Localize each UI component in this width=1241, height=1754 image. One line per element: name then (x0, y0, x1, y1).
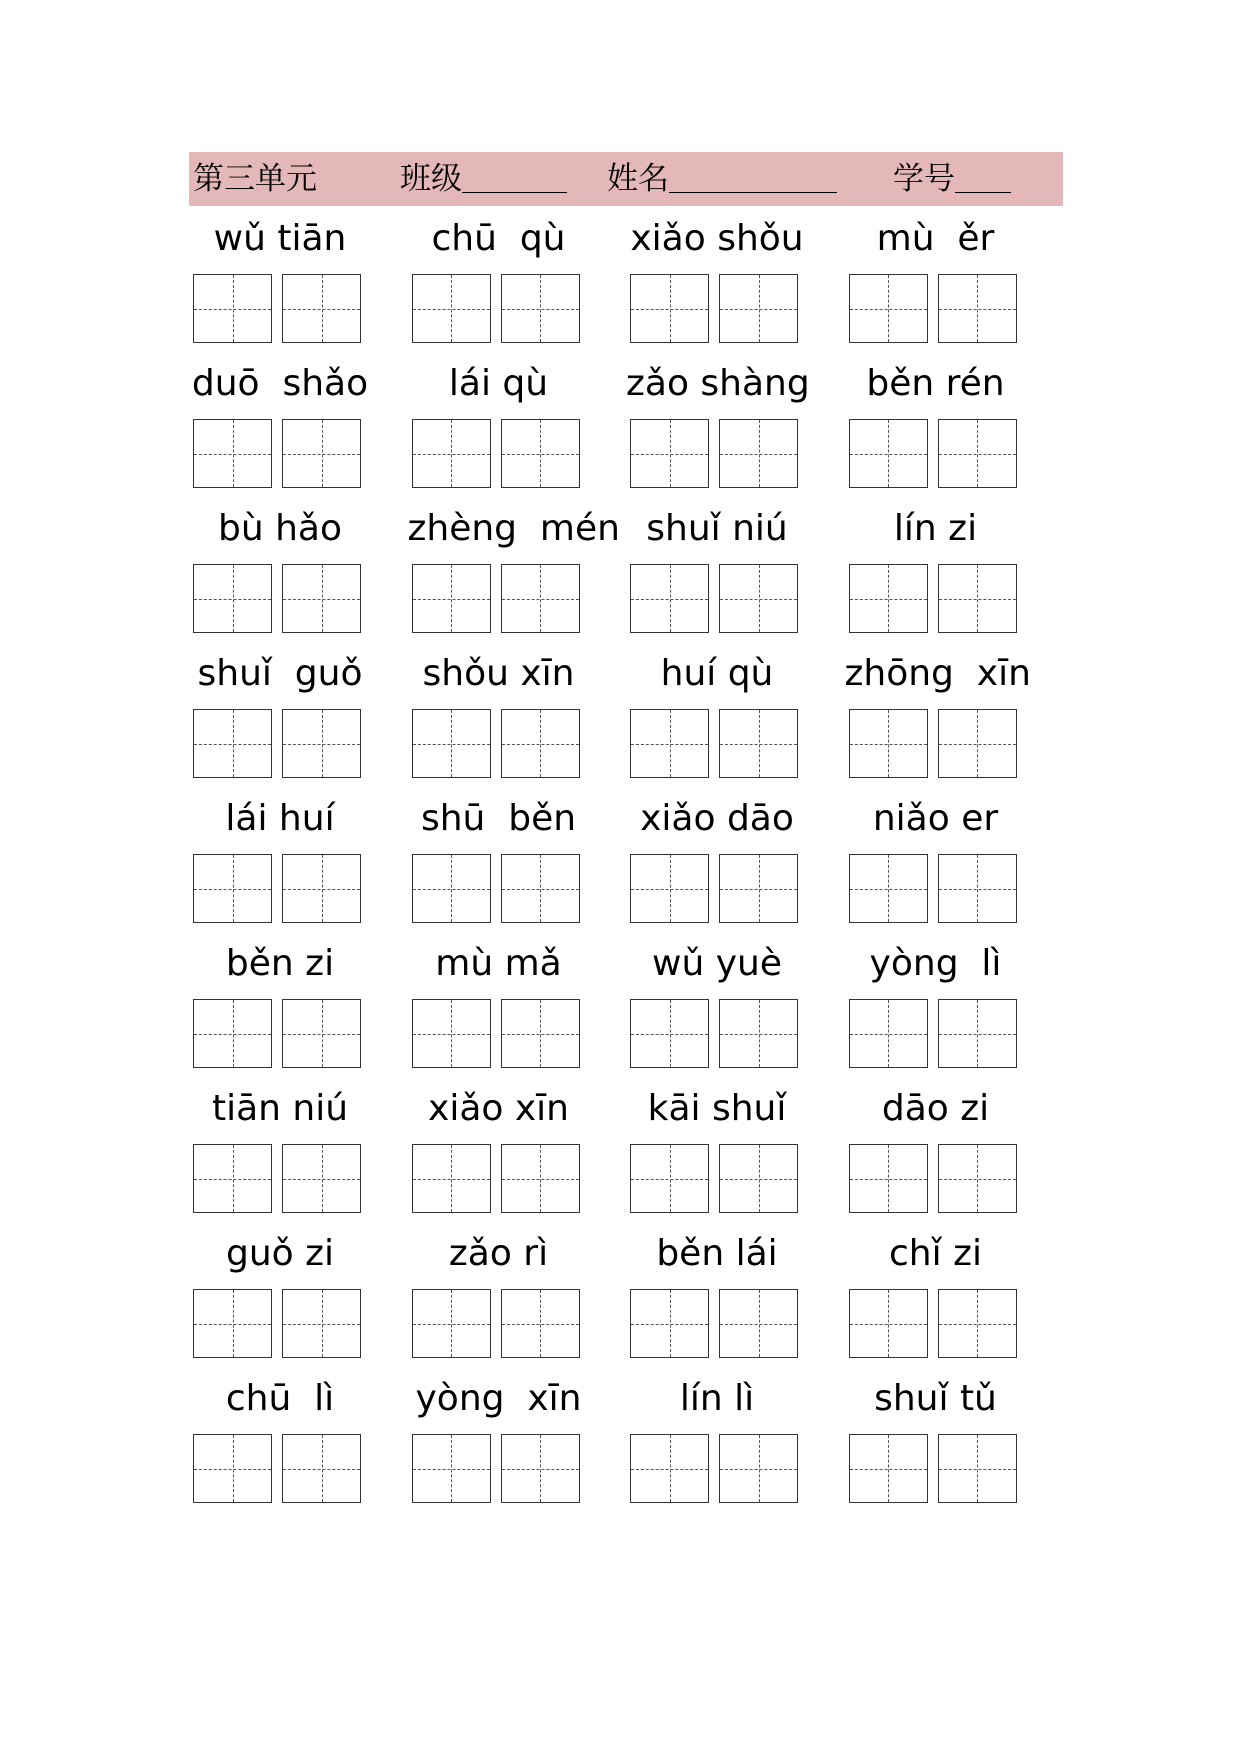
pinyin-label: zhōng xīn (844, 653, 1031, 694)
pinyin-label: yòng xīn (415, 1378, 582, 1419)
tianzige-box[interactable] (193, 419, 272, 488)
character-boxes (630, 564, 798, 633)
pinyin-label: zǎo shàng (626, 363, 810, 404)
character-boxes (630, 1144, 798, 1213)
word-row (189, 1082, 1063, 1227)
word-row (189, 647, 1063, 792)
word-row (189, 937, 1063, 1082)
tianzige-box[interactable] (938, 1434, 1017, 1503)
class-field (400, 152, 462, 206)
tianzige-box[interactable] (719, 854, 798, 923)
tianzige-box[interactable] (938, 999, 1017, 1068)
pinyin-label: dāo zi (881, 1088, 990, 1129)
word-item (189, 647, 408, 792)
pinyin-label: lín zi (893, 508, 978, 549)
tianzige-box[interactable] (719, 1434, 798, 1503)
tianzige-box[interactable] (193, 709, 272, 778)
character-boxes (630, 419, 798, 488)
word-item (845, 1082, 1064, 1227)
tianzige-box[interactable] (630, 564, 709, 633)
character-boxes (412, 999, 580, 1068)
tianzige-box[interactable] (849, 274, 928, 343)
character-boxes (849, 419, 1017, 488)
word-item (408, 502, 627, 647)
tianzige-box[interactable] (938, 1144, 1017, 1213)
character-boxes (412, 1434, 580, 1503)
character-boxes (630, 999, 798, 1068)
tianzige-box[interactable] (282, 564, 361, 633)
number-blank[interactable] (955, 152, 1011, 193)
tianzige-box[interactable] (719, 999, 798, 1068)
tianzige-box[interactable] (282, 274, 361, 343)
pinyin-label: huí qù (660, 653, 774, 694)
tianzige-box[interactable] (501, 1434, 580, 1503)
pinyin-label: mù mǎ (435, 943, 562, 984)
pinyin-label: bù hǎo (217, 508, 342, 549)
tianzige-box[interactable] (849, 1144, 928, 1213)
word-item (626, 1227, 845, 1372)
name-field (607, 152, 669, 206)
pinyin-label: chū lì (225, 1378, 335, 1419)
number-field (893, 152, 955, 206)
tianzige-box[interactable] (193, 1434, 272, 1503)
pinyin-label: běn rén (866, 363, 1005, 404)
writing-grid (189, 212, 1063, 1517)
word-item (408, 357, 627, 502)
character-boxes (193, 419, 361, 488)
word-item (626, 357, 845, 502)
word-item (626, 1372, 845, 1517)
tianzige-box[interactable] (849, 564, 928, 633)
class-blank[interactable] (462, 152, 567, 193)
pinyin-label: zhèng mén (407, 508, 620, 549)
pinyin-label: lái qù (448, 363, 549, 404)
tianzige-box[interactable] (501, 709, 580, 778)
character-boxes (849, 999, 1017, 1068)
character-boxes (412, 709, 580, 778)
tianzige-box[interactable] (412, 1144, 491, 1213)
tianzige-box[interactable] (412, 564, 491, 633)
pinyin-label: guǒ zi (225, 1233, 335, 1274)
tianzige-box[interactable] (412, 709, 491, 778)
tianzige-box[interactable] (630, 274, 709, 343)
word-row (189, 1227, 1063, 1372)
tianzige-box[interactable] (501, 274, 580, 343)
tianzige-box[interactable] (193, 564, 272, 633)
character-boxes (630, 1289, 798, 1358)
tianzige-box[interactable] (630, 419, 709, 488)
word-item (845, 937, 1064, 1082)
word-item (408, 792, 627, 937)
pinyin-label: chǐ zi (889, 1233, 982, 1274)
pinyin-label: shuǐ guǒ (197, 653, 363, 694)
character-boxes (193, 709, 361, 778)
word-item (408, 1227, 627, 1372)
pinyin-label: shuǐ tǔ (874, 1378, 997, 1419)
word-item (626, 502, 845, 647)
tianzige-box[interactable] (938, 274, 1017, 343)
pinyin-label: lái huí (225, 798, 335, 839)
pinyin-label: xiǎo xīn (428, 1088, 569, 1129)
tianzige-box[interactable] (412, 274, 491, 343)
character-boxes (193, 1144, 361, 1213)
word-row (189, 502, 1063, 647)
word-item (408, 647, 627, 792)
word-item (845, 212, 1064, 357)
pinyin-label: kāi shuǐ (647, 1088, 787, 1129)
character-boxes (849, 854, 1017, 923)
pinyin-label: wǔ yuè (652, 943, 782, 984)
name-blank[interactable] (669, 152, 837, 193)
word-item (626, 212, 845, 357)
word-item (845, 1227, 1064, 1372)
tianzige-box[interactable] (193, 1289, 272, 1358)
word-item (845, 1372, 1064, 1517)
tianzige-box[interactable] (282, 854, 361, 923)
word-item (845, 357, 1064, 502)
tianzige-box[interactable] (501, 999, 580, 1068)
word-item (189, 1082, 408, 1227)
word-item (189, 937, 408, 1082)
word-row (189, 792, 1063, 937)
word-item (626, 937, 845, 1082)
character-boxes (193, 564, 361, 633)
tianzige-box[interactable] (630, 1144, 709, 1213)
tianzige-box[interactable] (282, 709, 361, 778)
tianzige-box[interactable] (412, 1434, 491, 1503)
tianzige-box[interactable] (630, 1434, 709, 1503)
tianzige-box[interactable] (193, 854, 272, 923)
pinyin-label: mù ěr (876, 218, 995, 259)
name-label: 姓名 (607, 161, 669, 197)
character-boxes (412, 854, 580, 923)
pinyin-label: duō shǎo (191, 363, 369, 404)
character-boxes (630, 274, 798, 343)
word-item (408, 1372, 627, 1517)
tianzige-box[interactable] (282, 1289, 361, 1358)
word-item (189, 1372, 408, 1517)
unit-title: 第三单元 (193, 161, 317, 197)
character-boxes (849, 1434, 1017, 1503)
tianzige-box[interactable] (938, 854, 1017, 923)
word-item (189, 212, 408, 357)
character-boxes (849, 274, 1017, 343)
word-item (408, 937, 627, 1082)
pinyin-label: zǎo rì (448, 1233, 549, 1274)
word-row (189, 357, 1063, 502)
tianzige-box[interactable] (719, 419, 798, 488)
character-boxes (849, 709, 1017, 778)
word-row (189, 212, 1063, 357)
tianzige-box[interactable] (938, 564, 1017, 633)
tianzige-box[interactable] (719, 1144, 798, 1213)
character-boxes (193, 854, 361, 923)
tianzige-box[interactable] (630, 999, 709, 1068)
character-boxes (412, 1144, 580, 1213)
character-boxes (193, 274, 361, 343)
character-boxes (193, 1434, 361, 1503)
character-boxes (412, 564, 580, 633)
tianzige-box[interactable] (501, 1289, 580, 1358)
tianzige-box[interactable] (630, 1289, 709, 1358)
pinyin-label: shū běn (420, 798, 577, 839)
word-row (189, 1372, 1063, 1517)
class-label: 班级 (400, 161, 462, 197)
character-boxes (412, 419, 580, 488)
word-item (845, 792, 1064, 937)
word-item (626, 647, 845, 792)
pinyin-label: chū qù (431, 218, 566, 259)
tianzige-box[interactable] (282, 1144, 361, 1213)
tianzige-box[interactable] (412, 419, 491, 488)
tianzige-box[interactable] (501, 419, 580, 488)
tianzige-box[interactable] (849, 709, 928, 778)
pinyin-label: tiān niú (211, 1088, 349, 1129)
tianzige-box[interactable] (193, 999, 272, 1068)
pinyin-label: běn zi (225, 943, 335, 984)
tianzige-box[interactable] (412, 999, 491, 1068)
word-item (189, 1227, 408, 1372)
tianzige-box[interactable] (501, 1144, 580, 1213)
word-item (845, 647, 1064, 792)
pinyin-label: xiǎo shǒu (630, 218, 804, 259)
pinyin-label: běn lái (656, 1233, 778, 1274)
tianzige-box[interactable] (193, 1144, 272, 1213)
word-item (189, 792, 408, 937)
tianzige-box[interactable] (501, 854, 580, 923)
tianzige-box[interactable] (719, 709, 798, 778)
tianzige-box[interactable] (849, 419, 928, 488)
tianzige-box[interactable] (412, 854, 491, 923)
tianzige-box[interactable] (630, 854, 709, 923)
character-boxes (630, 1434, 798, 1503)
word-item (189, 357, 408, 502)
word-item (408, 1082, 627, 1227)
tianzige-box[interactable] (501, 564, 580, 633)
tianzige-box[interactable] (849, 1434, 928, 1503)
tianzige-box[interactable] (193, 274, 272, 343)
tianzige-box[interactable] (719, 1289, 798, 1358)
tianzige-box[interactable] (282, 1434, 361, 1503)
character-boxes (849, 1289, 1017, 1358)
pinyin-label: shǒu xīn (422, 653, 575, 694)
tianzige-box[interactable] (849, 854, 928, 923)
pinyin-label: yòng lì (869, 943, 1002, 984)
pinyin-label: xiǎo dāo (640, 798, 794, 839)
tianzige-box[interactable] (719, 274, 798, 343)
character-boxes (849, 1144, 1017, 1213)
character-boxes (412, 274, 580, 343)
number-label: 学号 (893, 161, 955, 197)
tianzige-box[interactable] (938, 1289, 1017, 1358)
tianzige-box[interactable] (282, 419, 361, 488)
pinyin-label: shuǐ niú (646, 508, 788, 549)
word-item (626, 792, 845, 937)
pinyin-label: lín lì (679, 1378, 755, 1419)
tianzige-box[interactable] (412, 1289, 491, 1358)
character-boxes (193, 1289, 361, 1358)
character-boxes (630, 854, 798, 923)
tianzige-box[interactable] (719, 564, 798, 633)
word-item (845, 502, 1064, 647)
tianzige-box[interactable] (630, 709, 709, 778)
pinyin-label: wǔ tiān (213, 218, 347, 259)
character-boxes (193, 999, 361, 1068)
worksheet-header (189, 152, 1063, 206)
character-boxes (412, 1289, 580, 1358)
tianzige-box[interactable] (938, 709, 1017, 778)
tianzige-box[interactable] (849, 999, 928, 1068)
tianzige-box[interactable] (849, 1289, 928, 1358)
character-boxes (630, 709, 798, 778)
word-item (189, 502, 408, 647)
tianzige-box[interactable] (282, 999, 361, 1068)
word-item (408, 212, 627, 357)
word-item (626, 1082, 845, 1227)
character-boxes (849, 564, 1017, 633)
tianzige-box[interactable] (938, 419, 1017, 488)
pinyin-label: niǎo er (872, 798, 999, 839)
